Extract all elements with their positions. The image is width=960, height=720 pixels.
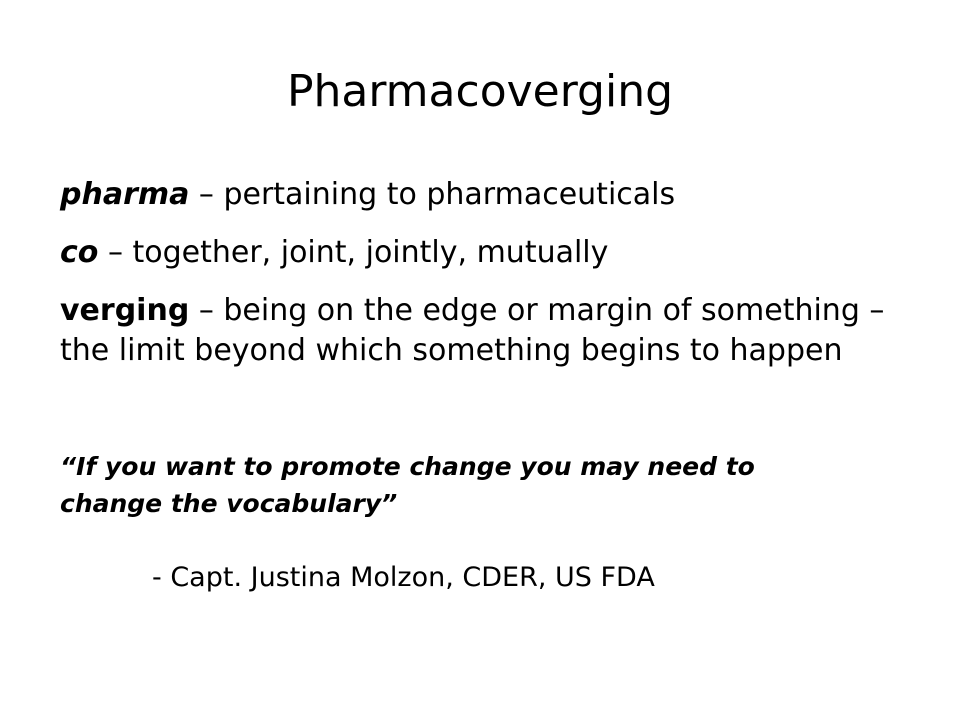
definition-meaning: together, joint, jointly, mutually [132,235,609,270]
definition-meaning: being on the edge or margin of something – the limit beyond which something begins to happen [60,293,885,368]
definition-co [60,233,900,273]
definition-separator: – [189,177,224,212]
definition-verging [60,291,900,371]
quote: “If you want to promote change you may need to change the vocabulary” [60,452,755,518]
slide-title: Pharmacoverging [286,66,674,117]
definition-pharma [60,175,900,215]
definition-term: pharma [60,177,190,212]
definition-term: verging [60,293,190,328]
definition-term: co [60,235,99,270]
definition-separator: – [98,235,133,270]
definition-meaning: pertaining to pharmaceuticals [223,177,676,212]
quote-attribution: - Capt. Justina Molzon, CDER, US FDA [152,562,655,593]
definition-separator: – [189,293,224,328]
